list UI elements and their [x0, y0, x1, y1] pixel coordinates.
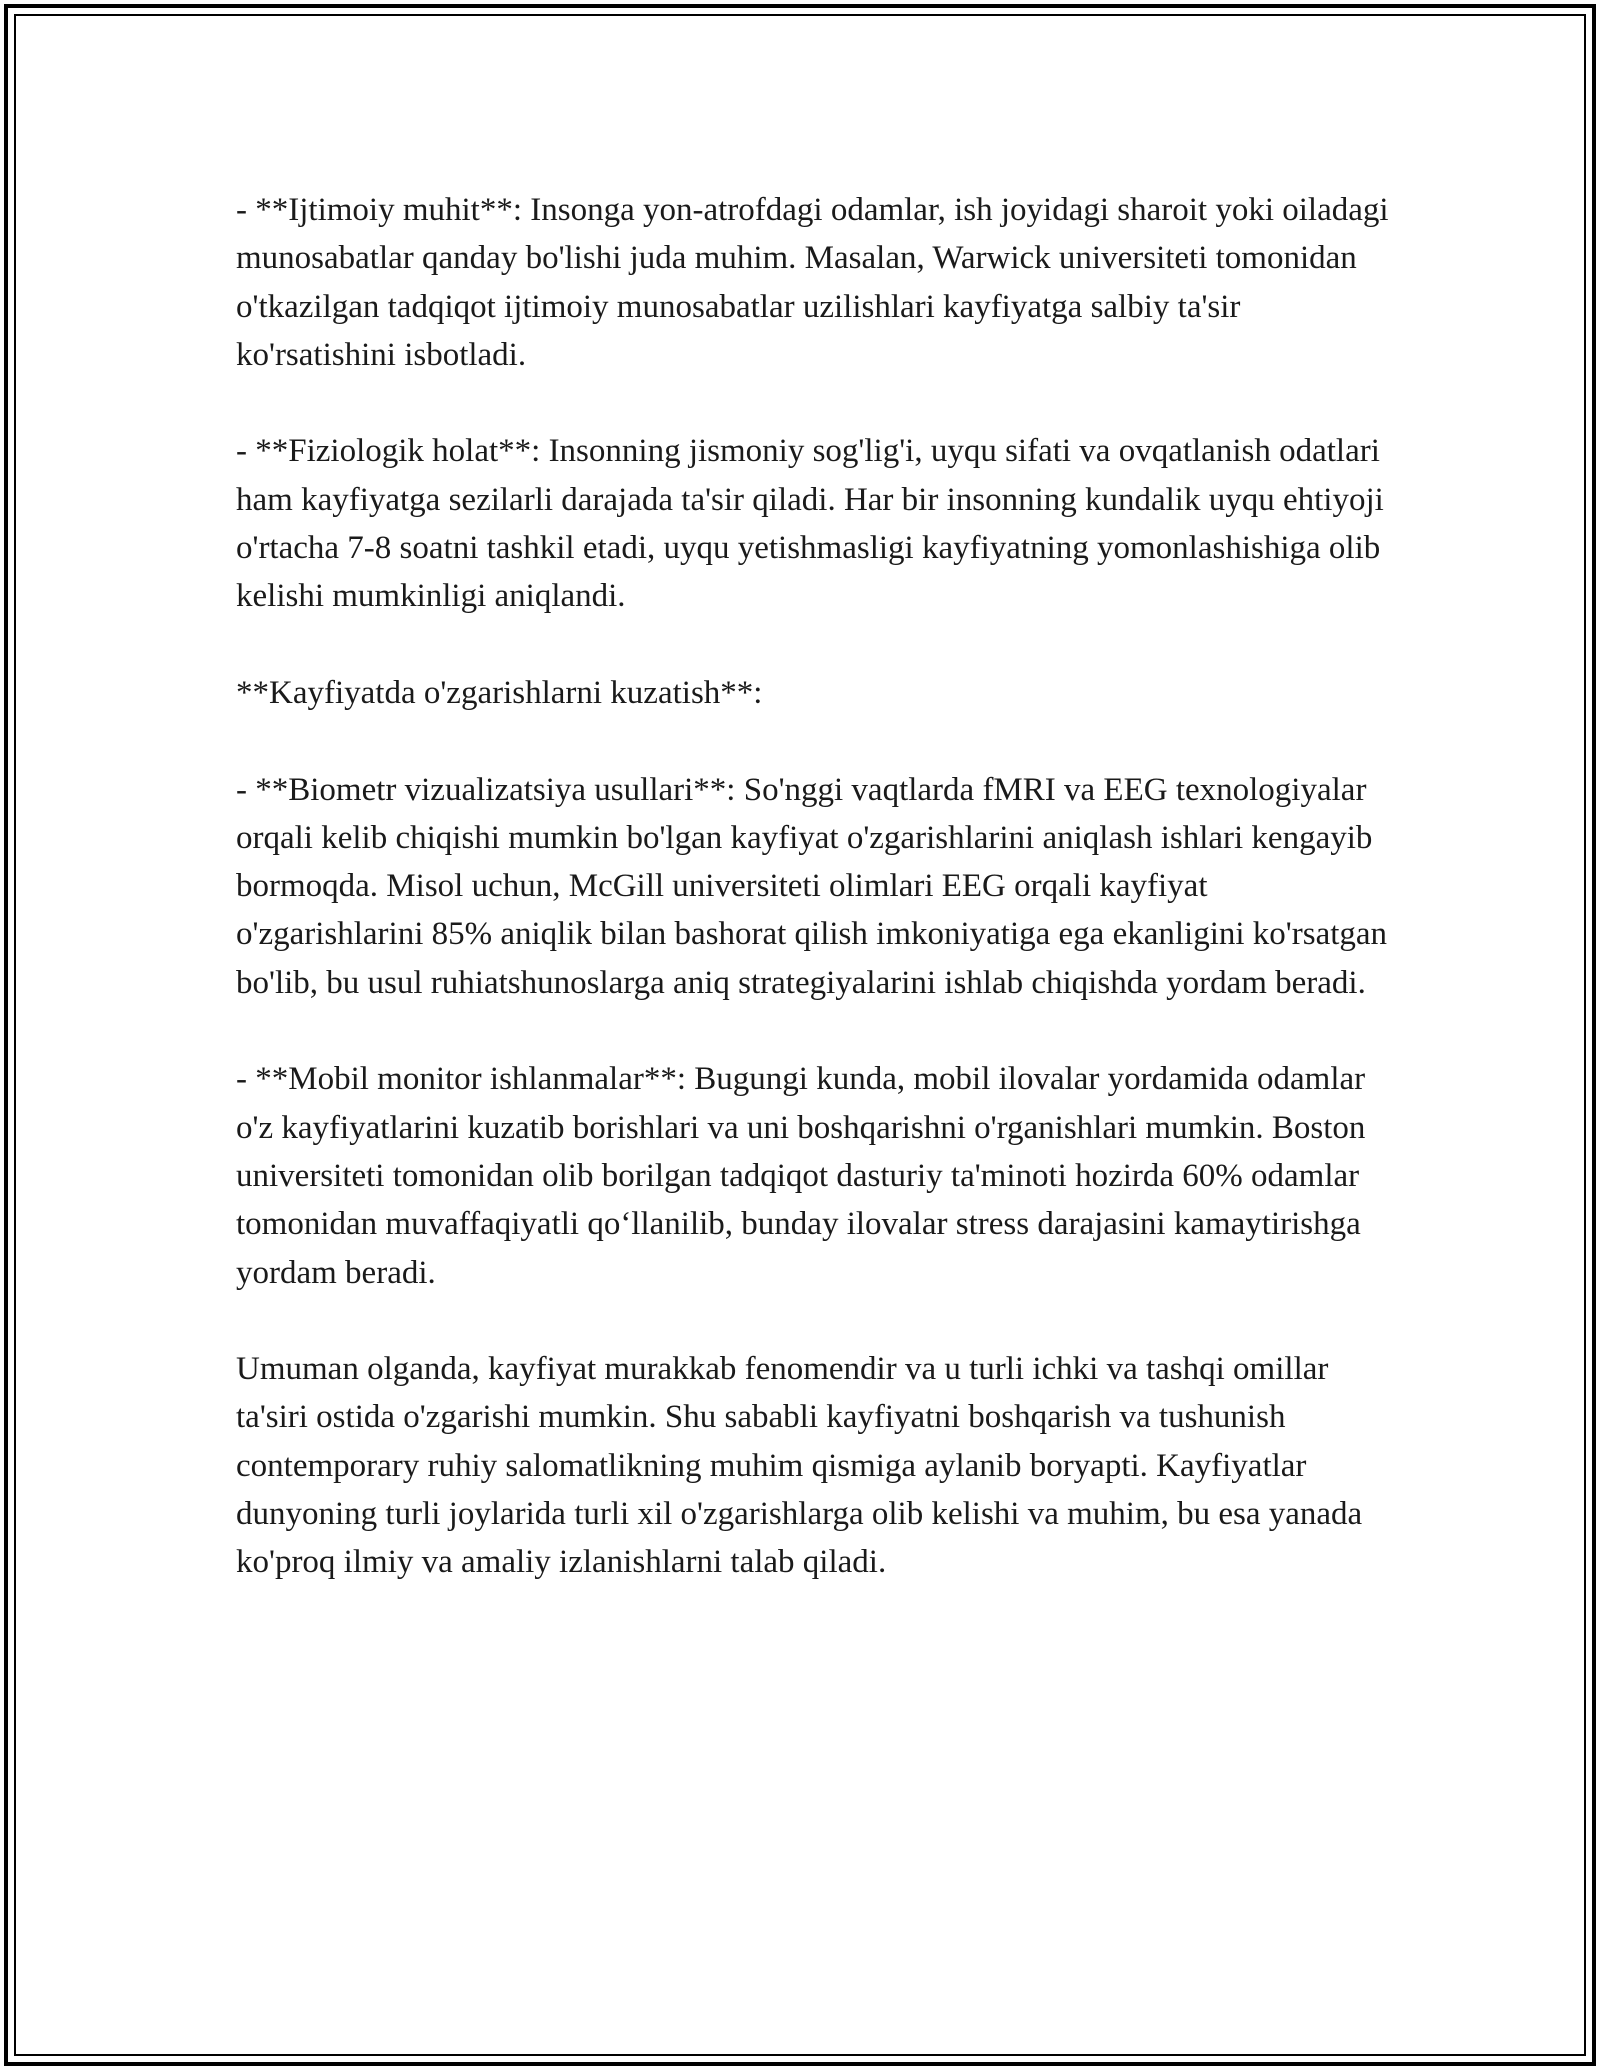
paragraph-social-environment: - **Ijtimoiy muhit**: Insonga yon-atrofdagi odamlar, ish joyidagi sharoit yoki oiladagi munosabatlar qanday bo'lishi juda muhim. Masalan, Warwick universiteti tomonidan o'tkazilgan tadqiqot ijtimoiy munosabatlar uzilishlari kayfiyatga salbiy ta'sir ko'rsatishini isbotladi.	[236, 192, 1389, 373]
paragraph-conclusion: Umuman olganda, kayfiyat murakkab fenomendir va u turli ichki va tashqi omillar ta'siri ostida o'zgarishi mumkin. Shu sababli kayfiyatni boshqarish va tushunish contemporary ruhiy salomatlikning muhim qismiga aylanib boryapti. Kayfiyatlar dunyoning turli joylarida turli xil o'zgarishlarga olib kelishi va muhim, bu esa yanada ko'proq ilmiy va amaliy izlanishlarni talab qiladi.	[236, 1351, 1363, 1581]
section-heading-mood-tracking: **Kayfiyatda o'zgarishlarni kuzatish**:	[236, 674, 763, 711]
paragraph-physiological-state: - **Fiziologik holat**: Insonning jismoniy sog'lig'i, uyqu sifati va ovqatlanish odatlari ham kayfiyatga sezilarli darajada ta'sir qiladi. Har bir insonning kundalik uyqu ehtiyoji o'rtacha 7-8 soatni tashkil etadi, uyqu yetishmasligi kayfiyatning yomonlashishiga olib kelishi mumkinligi aniqlandi.	[236, 433, 1384, 615]
paragraph-mobile-monitoring: - **Mobil monitor ishlanmalar**: Bugungi kunda, mobil ilovalar yordamida odamlar o'z kayfiyatlarini kuzatib borishlari va uni boshqarishni o'rganishlari mumkin. Boston universiteti tomonidan olib borilgan tadqiqot dasturiy ta'minoti hozirda 60% odamlar tomonidan muvaffaqiyatli qo‘llanilib, bunday ilovalar stress darajasini kamaytirishga yordam beradi.	[236, 1061, 1366, 1291]
document-body	[236, 186, 1396, 1587]
paragraph-biometric-visualization: - **Biometr vizualizatsiya usullari**: So'nggi vaqtlarda fMRI va EEG texnologiyalar orqali kelib chiqishi mumkin bo'lgan kayfiyat o'zgarishlarini aniqlash ishlari kengayib bormoqda. Misol uchun, McGill universiteti olimlari EEG orqali kayfiyat o'zgarishlarini 85% aniqlik bilan bashorat qilish imkoniyatiga ega ekanligini ko'rsatgan bo'lib, bu usul ruhiatshunoslarga aniq strategiyalarini ishlab chiqishda yordam beradi.	[236, 771, 1388, 1001]
